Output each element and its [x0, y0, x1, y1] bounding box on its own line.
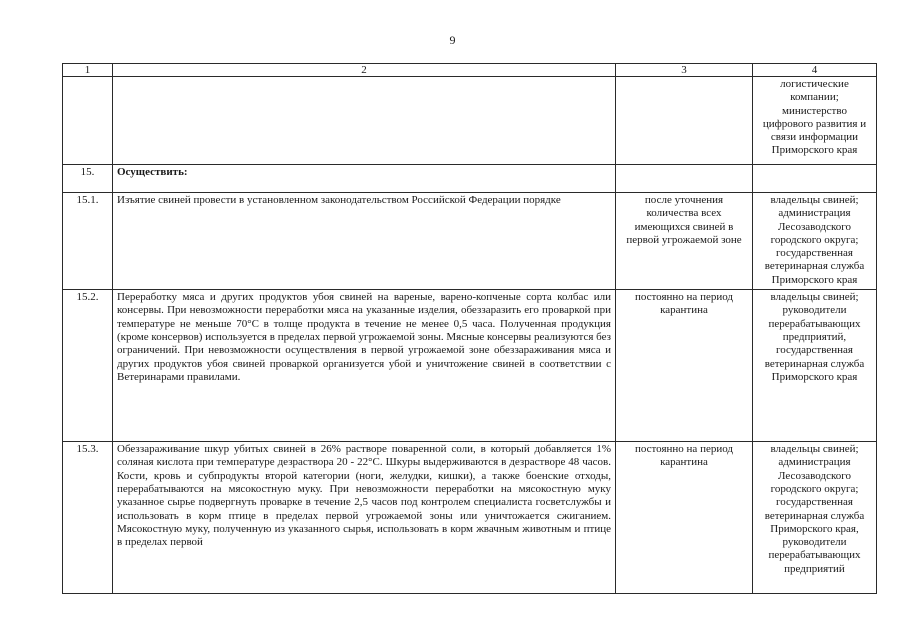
table-header-row — [63, 64, 877, 77]
row-responsible: владельцы свиней; администрация Лесозаводского городского округа; государственная ветеринарная служба Приморского края — [753, 193, 877, 290]
page-number: 9 — [449, 33, 456, 47]
header-col-1: 1 — [63, 64, 113, 77]
header-col-4: 4 — [753, 64, 877, 77]
row-responsible: логистические компании; министерство цифрового развития и связи информации Приморского края — [753, 77, 877, 165]
row-action: Переработку мяса и других продуктов убоя свиней на вареные, варено-копченые сорта колбас или консервы. При невозможности переработки мяса на указанные изделия, обеззаразить его проваркой при температуре не меньше 70°С в толще продукта в течение не менее 0,5 часа. Полученная продукция (кроме консервов) используется в пределах первой угрожаемой зоны. Мясные консервы реализуются без ограничений. При невозможности осуществления в первой угрожаемой зоне обеззараживания мяса и других продуктов убоя свиней проваркой организуется убой и уничтожение свиней в соответствии с Ветеринарами правилами. — [113, 290, 616, 442]
row-term: постоянно на период карантина — [616, 290, 753, 442]
row-term: после уточнения количества всех имеющихся свиней в первой угрожаемой зоне — [616, 193, 753, 290]
table-row — [63, 77, 877, 165]
row-term: постоянно на период карантина — [616, 442, 753, 594]
row-responsible — [753, 165, 877, 193]
row-term — [616, 77, 753, 165]
header-col-3: 3 — [616, 64, 753, 77]
table-row — [63, 193, 877, 290]
measures-table — [62, 63, 877, 594]
row-responsible: владельцы свиней; администрация Лесозаводского городского округа; государственная ветеринарная служба Приморского края, руководители перерабатывающих предприятий — [753, 442, 877, 594]
row-action — [113, 77, 616, 165]
row-responsible: владельцы свиней; руководители перерабатывающих предприятий, государственная ветеринарная служба Приморского края — [753, 290, 877, 442]
table-row — [63, 290, 877, 442]
row-number: 15.2. — [63, 290, 113, 442]
row-term — [616, 165, 753, 193]
row-action: Обеззараживание шкур убитых свиней в 26% растворе поваренной соли, в который добавляется 1% соляная кислота при температуре дезраствора 20 - 22°С. Шкуры выдерживаются в дезрастворе 48 часов. Кости, кровь и субпродукты второй категории (ноги, желудки, кишки), а также боенские отходы, перерабатываются на мясокостную муку. При невозможности переработки на мясокостную муку указанное сырье подвергнуть проварке в течение 2,5 часов под контролем специалиста госветслужбы и использовать в корм птице в пределах первой угрожаемой зоны или уничтожается сжиганием. Мясокостную муку, полученную из указанного сырья, использовать в корм жвачным животным и птице в пределах первой — [117, 443, 611, 549]
table-row — [63, 165, 877, 193]
header-col-2: 2 — [113, 64, 616, 77]
row-number: 15. — [63, 165, 113, 193]
row-number: 15.1. — [63, 193, 113, 290]
row-number — [63, 77, 113, 165]
row-number: 15.3. — [63, 442, 113, 594]
row-action: Осуществить: — [113, 165, 616, 193]
table-row — [63, 442, 877, 594]
row-action: Изъятие свиней провести в установленном законодательством Российской Федерации порядке — [113, 193, 616, 290]
row-action-cell — [113, 442, 616, 594]
